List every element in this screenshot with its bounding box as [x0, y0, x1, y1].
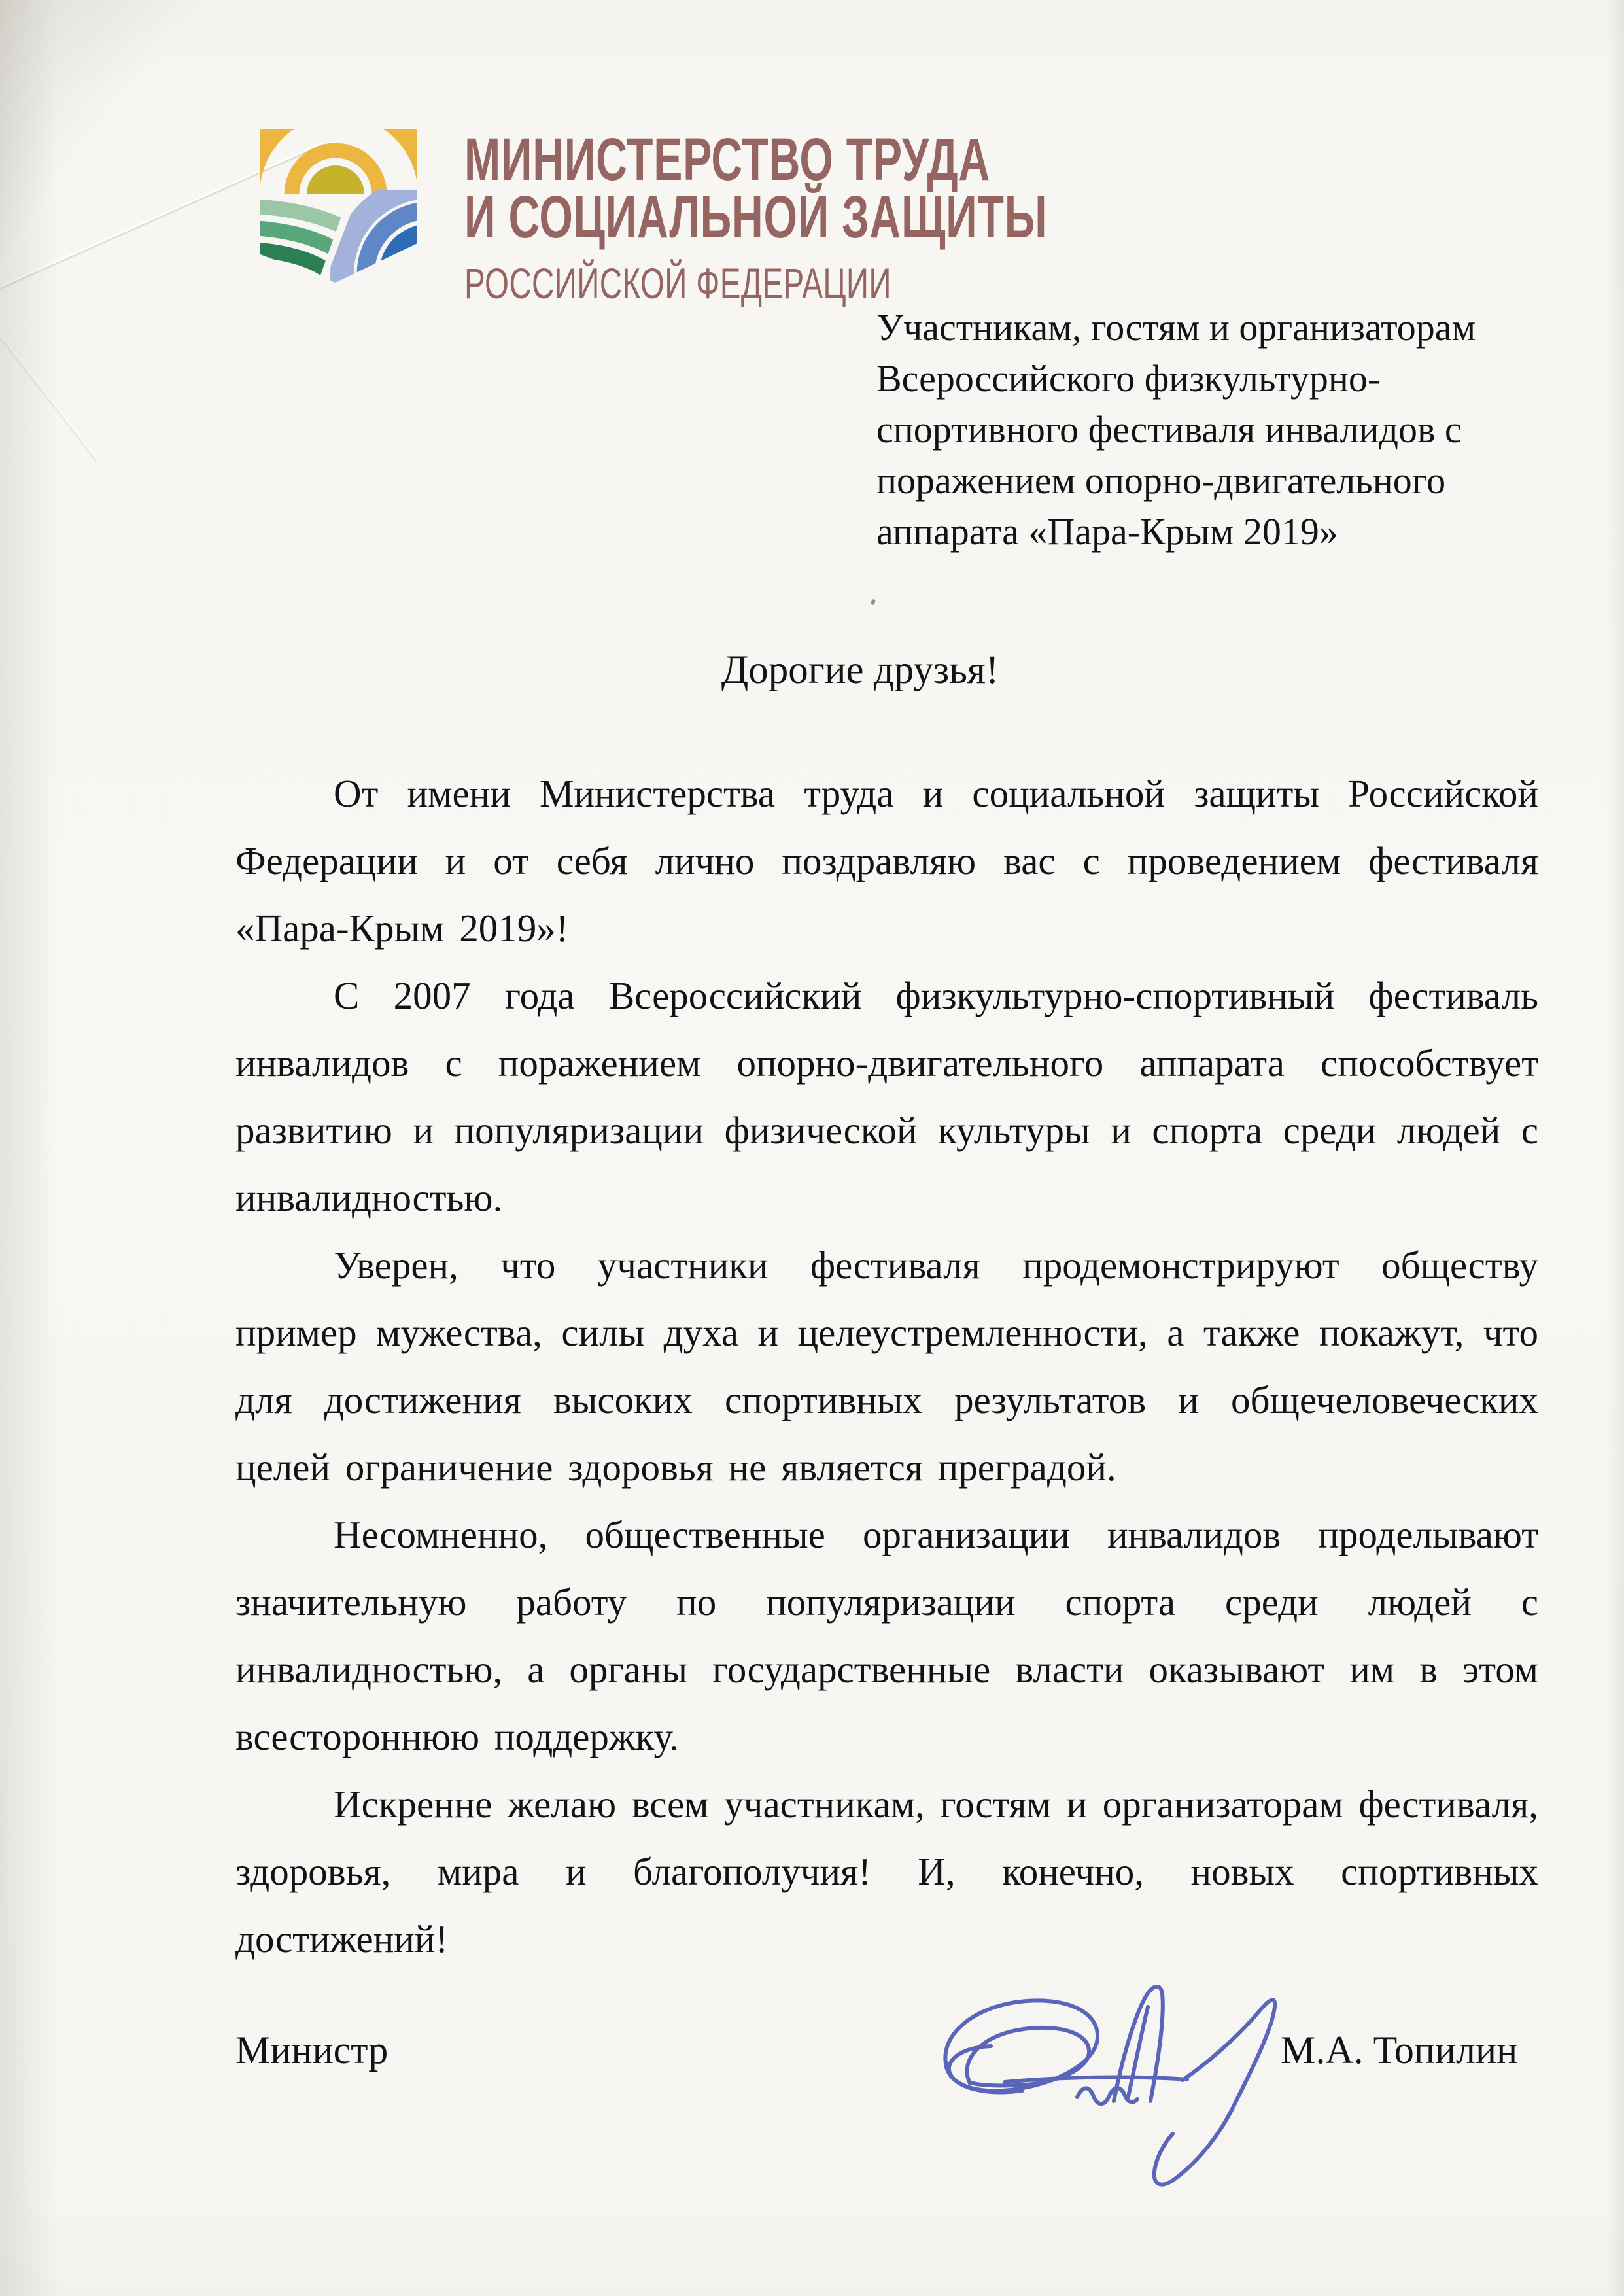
scan-speck	[871, 599, 876, 606]
paragraph: Искренне желаю всем участникам, гостям и организаторам фестиваля, здоровья, мира и благополучия! И, конечно, новых спортивных достижений!	[235, 1783, 1538, 1960]
mintrud-logo-icon	[260, 129, 417, 283]
paragraph: От имени Министерства труда и социальной защиты Российской Федерации и от себя лично поздравляю вас с проведением фестиваля «Пара-Крым 2019»!	[235, 772, 1538, 950]
recipient-line: Всероссийского физкультурно-	[876, 357, 1381, 400]
ministry-name-line1: МИНИСТЕРСТВО ТРУДА	[464, 126, 990, 193]
salutation: Дорогие друзья!	[721, 648, 999, 692]
recipient-line: спортивного фестиваля инвалидов с	[876, 408, 1462, 451]
logo-blue-waves	[342, 187, 417, 283]
recipient-line: поражением опорно-двигательного	[876, 459, 1446, 502]
letter-body	[235, 760, 1538, 1973]
scan-crease	[0, 326, 99, 461]
paragraph: Несомненно, общественные организации инвалидов проделывают значительную работу по популяризации спорта среди людей с инвалидностью, а органы государственные власти оказывают им в этом всестороннюю поддержку.	[235, 1513, 1538, 1758]
recipient-block	[876, 302, 1517, 557]
scan-edge-shadow-right	[1607, 0, 1624, 2296]
handwritten-signature	[912, 1949, 1279, 2231]
ministry-name-line2: И СОЦИАЛЬНОЙ ЗАЩИТЫ	[464, 184, 1048, 251]
minister-name: М.А. Топилин	[1281, 2028, 1518, 2072]
recipient-line: Участникам, гостям и организаторам	[876, 306, 1476, 349]
logo-sun	[307, 165, 364, 194]
recipient-line: аппарата «Пара-Крым 2019»	[876, 510, 1338, 553]
scan-corner-shade	[0, 0, 235, 275]
paragraph: С 2007 года Всероссийский физкультурно-спортивный фестиваль инвалидов с поражением опорно-двигательного аппарата способствует развитию и популяризации физической культуры и спорта среди людей с инвалидностью.	[235, 974, 1538, 1219]
scan-edge-shadow-left	[0, 0, 59, 2296]
ministry-name-line3: РОССИЙСКОЙ ФЕДЕРАЦИИ	[464, 259, 891, 307]
paragraph: Уверен, что участники фестиваля продемонстрируют обществу пример мужества, силы духа и целеустремленности, а также покажут, что для достижения высоких спортивных результатов и общечеловеческих целей ограничение здоровья не является преградой.	[235, 1244, 1538, 1489]
minister-title: Министр	[235, 2028, 389, 2072]
